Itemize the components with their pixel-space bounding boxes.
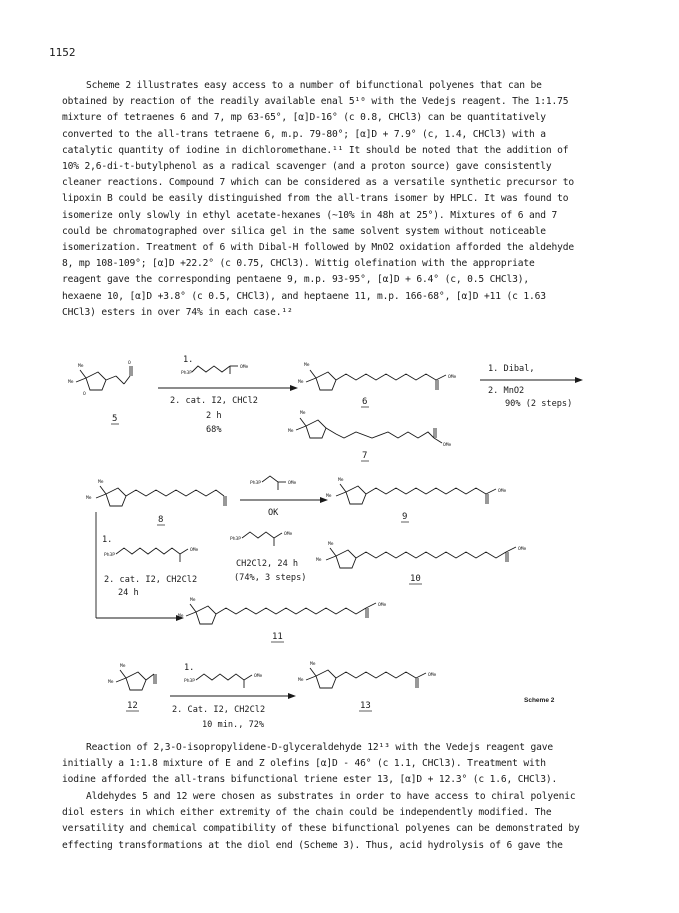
compound-number-7: 7 xyxy=(362,451,368,461)
condition-solvent: CH2Cl2, 24 h xyxy=(236,559,299,569)
atom-label-ome: OMe xyxy=(284,532,293,537)
page-number: 1152 xyxy=(49,46,76,59)
text-line: CHCl3) esters in over 74% in each case.¹² xyxy=(62,306,293,318)
atom-label-me: Me xyxy=(78,364,84,369)
text-line: versatility and chemical compatibility of these bifunctional polyenes can be demonstrated by xyxy=(62,823,580,835)
atom-label-me: Me xyxy=(68,380,74,385)
atom-label-ome: OMe xyxy=(443,443,452,448)
structure-9 xyxy=(326,477,507,504)
atom-label-me: Me xyxy=(338,478,344,483)
compound-number-5: 5 xyxy=(112,414,118,424)
atom-label-o: O xyxy=(83,392,86,397)
structure-7 xyxy=(288,410,452,448)
atom-label-ph3p: Ph3P xyxy=(104,553,116,558)
step-label: 1. xyxy=(183,355,194,365)
text-line: effecting transformations at the diol end (Scheme 3). Thus, acid hydrolysis of 6 gave the xyxy=(62,839,563,851)
step-label: 2. cat. I2, CH2Cl2 xyxy=(104,575,198,585)
condition-time: 2 h xyxy=(206,411,222,421)
atom-label-me: Me xyxy=(328,542,334,547)
text-line: iodine afforded the all-trans bifunctional triene ester 13, [α]D + 12.3° (c 1.6, CHCl3). xyxy=(62,774,558,786)
atom-label-ome: OMe xyxy=(190,548,199,553)
structure-11 xyxy=(178,597,387,624)
text-line: 8, mp 108-109°; [α]D +22.2° (c 0.75, CHCl3). Wittig olefination with the appropriate xyxy=(62,258,535,270)
text-line: diol esters in which either extremity of the chain could be independently modified. The xyxy=(62,807,552,819)
condition-yield: (74%, 3 steps) xyxy=(234,573,307,583)
step-label: 1. xyxy=(102,535,113,545)
text-line: lipoxin B could be easily distinguished from the all-trans isomer by HPLC. It was found to xyxy=(62,193,569,205)
step-label: 1. xyxy=(184,663,195,673)
compound-number-6: 6 xyxy=(362,397,368,407)
atom-label-ome: OMe xyxy=(518,547,527,552)
atom-label-ph3p: Ph3P xyxy=(181,371,193,376)
structure-10 xyxy=(316,541,527,568)
text-line: mixture of tetraenes 6 and 7, mp 63-65°, [α]D-16° (c 0.8, CHCl3) can be quantitatively xyxy=(62,112,546,124)
atom-label-me: Me xyxy=(326,494,332,499)
text-line: Scheme 2 illustrates easy access to a number of bifunctional polyenes that can be xyxy=(86,80,542,91)
text-line: obtained by reaction of the readily available enal 5¹⁰ with the Vedejs reagent. The 1:1.75 xyxy=(62,96,569,108)
ylide-reagent-5 xyxy=(184,673,263,688)
text-line: Aldehydes 5 and 12 were chosen as substrates in order to have access to chiral polyenic xyxy=(86,791,576,802)
atom-label-me: Me xyxy=(304,363,310,368)
atom-label-ome: OMe xyxy=(428,673,437,678)
text-line: 10% 2,6-di-t-butylphenol as a radical scavenger (and a proton source) gave consistently xyxy=(62,161,552,173)
ylide-reagent-4 xyxy=(230,531,293,546)
atom-label-me: Me xyxy=(86,496,92,501)
scheme-label: Scheme 2 xyxy=(524,697,555,704)
paragraph-bottom-2 xyxy=(62,789,630,854)
ylide-reagent-2 xyxy=(250,476,297,490)
text-line: Reaction of 2,3-O-isopropylidene-D-glyceraldehyde 12¹³ with the Vedejs reagent gave xyxy=(86,742,553,753)
condition-yield: 68% xyxy=(206,425,222,435)
atom-label-ph3p: Ph3P xyxy=(250,481,262,486)
atom-label-ph3p: Ph3P xyxy=(230,537,242,542)
ylide-reagent-3 xyxy=(104,547,199,562)
paragraph-bottom-1 xyxy=(62,740,630,789)
atom-label-me: Me xyxy=(190,598,196,603)
atom-label-me: Me xyxy=(298,678,304,683)
atom-label-ome: OMe xyxy=(378,603,387,608)
atom-label-me: Me xyxy=(316,558,322,563)
compound-number-11: 11 xyxy=(272,632,283,642)
structure-6 xyxy=(298,362,457,390)
atom-label-me: Me xyxy=(120,664,126,669)
condition-ok: OK xyxy=(268,508,279,518)
text-line: catalytic quantity of iodine in dichloromethane.¹¹ It should be noted that the addition of xyxy=(62,144,569,156)
step-label: 1. Dibal, xyxy=(488,364,535,374)
text-line: initially a 1:1.8 mixture of E and Z olefins [α]D - 46° (c 1.1, CHCl3). Treatment with xyxy=(62,758,546,770)
structure-13 xyxy=(298,661,437,688)
atom-label-me: Me xyxy=(108,680,114,685)
text-line: hexaene 10, [α]D +3.8° (c 0.5, CHCl3), and heptaene 11, m.p. 166-68°, [α]D +11 (c 1.63 xyxy=(62,290,546,302)
compound-number-8: 8 xyxy=(158,515,164,525)
compound-number-9: 9 xyxy=(402,512,408,522)
text-line: could be chromatographed over silica gel in the same solvent system without noticeable xyxy=(62,225,546,237)
structure-12 xyxy=(108,663,156,690)
structure-5 xyxy=(68,360,132,397)
condition-time: 10 min., 72% xyxy=(202,720,265,730)
atom-label-ph3p: Ph3P xyxy=(184,679,196,684)
atom-label-me: Me xyxy=(288,429,294,434)
step-label: 2. cat. I2, CHCl2 xyxy=(170,396,258,406)
text-line: reagent gave the corresponding pentaene 9, m.p. 93-95°, [α]D + 6.4° (c, 0.5 CHCl3), xyxy=(62,274,529,286)
atom-label-o: O xyxy=(128,361,131,366)
atom-label-me: Me xyxy=(300,411,306,416)
atom-label-me: Me xyxy=(98,480,104,485)
text-line: isomerization. Treatment of 6 with Dibal-H followed by MnO2 oxidation afforded the aldehyde xyxy=(62,242,574,254)
atom-label-me: Me xyxy=(298,380,304,385)
ylide-reagent-1 xyxy=(181,364,249,376)
step-label: 2. MnO2 xyxy=(488,386,525,396)
structure-8 xyxy=(86,479,226,506)
atom-label-ome: OMe xyxy=(448,375,457,380)
atom-label-ome: OMe xyxy=(240,365,249,370)
atom-label-ome: OMe xyxy=(254,674,263,679)
condition-yield: 90% (2 steps) xyxy=(505,399,573,409)
atom-label-me: Me xyxy=(178,614,184,619)
atom-label-ome: OMe xyxy=(288,481,297,486)
condition-time: 24 h xyxy=(118,588,139,598)
step-label: 2. Cat. I2, CH2Cl2 xyxy=(172,705,266,715)
atom-label-me: Me xyxy=(310,662,316,667)
compound-number-12: 12 xyxy=(127,701,138,711)
text-line: cleaner reactions. Compound 7 which can be considered as a versatile synthetic precursor to xyxy=(62,177,574,189)
compound-number-10: 10 xyxy=(410,574,421,584)
atom-label-ome: OMe xyxy=(498,489,507,494)
text-line: isomerize only slowly in ethyl acetate-hexanes (~10% in 48h at 25°). Mixtures of 6 and 7 xyxy=(62,209,558,221)
text-line: converted to the all-trans tetraene 6, m.p. 79-80°; [α]D + 7.9° (c, 1.4, CHCl3) with a xyxy=(62,128,546,140)
compound-number-13: 13 xyxy=(360,701,371,711)
